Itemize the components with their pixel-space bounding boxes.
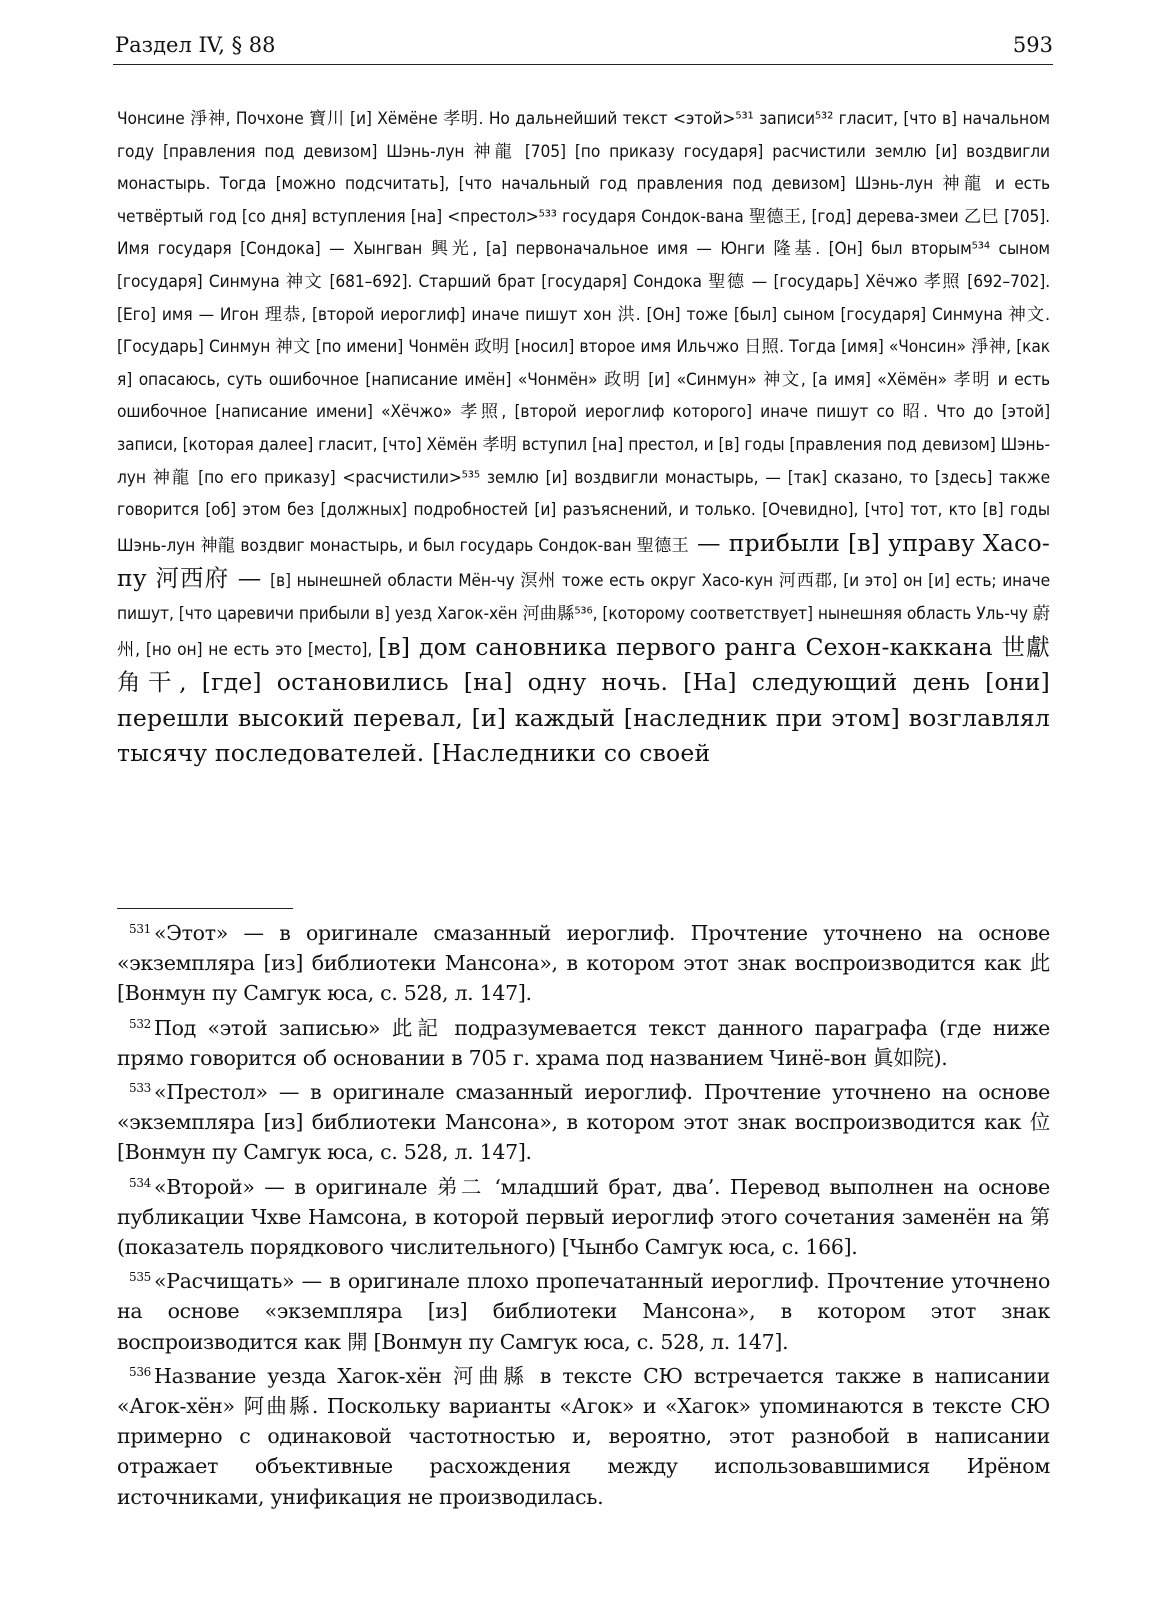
footnote-text: «Престол» — в оригинале смазанный иероглиф. Прочтение уточнено на основе «экземпляра [из] библиотеки Мансона», в котором этот знак воспроизводится как 位 [Вонмун пу Самгук юса, с. 528, л. 147]. xyxy=(117,1080,1050,1165)
page-number: 593 xyxy=(1012,33,1053,57)
footnote xyxy=(117,1077,1050,1168)
commentary-text-2: [в] нынешней области Мён-чу 溟州 тоже есть округ Хасо-кун 河西郡, [и это] он [и] есть; иначе пишут, [что царевичи прибыли в] уезд Хагок-хён 河曲縣⁵³⁶, [которому соответствует] нынешняя область Уль-чу 蔚州, [но он] не есть это [место], xyxy=(117,571,1051,660)
footnotes xyxy=(117,918,1050,1516)
footnote-number: 532 xyxy=(129,1016,152,1031)
footnote-number: 535 xyxy=(129,1270,152,1285)
footnote-number: 531 xyxy=(129,922,152,936)
commentary-text: Чонсине 淨神, Почхоне 寶川 [и] Хёмёне 孝明. Но дальнейший текст <этой>⁵³¹ записи⁵³² гласит, [что в] начальном году [правления под девизом] Шэнь-лун 神龍 [705] [по приказу государя] расчистили землю [и] воздвигли монастырь. Тогда [можно подсчитать], [что начальный год правления под девизом] Шэнь-лун 神龍 и есть четвёртый год [со дня] вступления [на] <престол>⁵³³ государя Сондок-вана 聖德王, [год] дерева-змеи 乙巳 [705]. Имя государя [Сондока] — Хынгван 興光, [а] первоначальное имя — Юнги 隆基. [Он] был вторым⁵³⁴ сыном [государя] Синмуна 神文 [681–692]. Старший брат [государя] Сондока 聖德 — [государь] Хёчжо 孝照 [692–702]. [Его] имя — Игон 理恭, [второй иероглиф] иначе пишут хон 洪. [Он] тоже [был] сыном [государя] Синмуна 神文. [Государь] Синмун 神文 [по имени] Чонмён 政明 [носил] второе имя Ильчжо 日照. Тогда [имя] «Чонсин» 淨神, [как я] опасаюсь, суть ошибочное [написание имён] «Чонмён» 政明 [и] «Синмун» 神文, [а имя] «Хёмён» 孝明 и есть ошибочное [написание имени] «Хёчжо» 孝照, [второй иероглиф которого] иначе пишут со 昭. Что до [этой] записи, [которая далее] гласит, [что] Хёмён 孝明 вступил [на] престол, и [в] годы [правления под девизом] Шэнь-лун 神龍 [по его приказу] <расчистили>⁵³⁵ землю [и] воздвигли монастырь, — [так] сказано, то [здесь] также говорится [об] этом без [должных] подробностей [и] разъяснений, и только. [Очевидно], [что] тот, кто [в] годы Шэнь-лун 神龍 воздвиг монастырь, и был государь Сондок-ван 聖德王 xyxy=(117,109,1050,556)
footnote-text: «Этот» — в оригинале смазанный иероглиф. Прочтение уточнено на основе «экземпляра [из] библиотеки Мансона», в котором этот знак воспроизводится как 此 [Вонмун пу Самгук юса, с. 528, л. 147]. xyxy=(117,921,1050,1006)
section-title: Раздел IV, § 88 xyxy=(115,33,276,57)
footnote-number: 534 xyxy=(129,1175,152,1190)
footnote-text: Под «этой записью» 此記 подразумевается текст данного параграфа (где ниже прямо говорится об основании в 705 г. храма под названием Чинё-вон 眞如院). xyxy=(117,1015,1050,1070)
chronicle-text: — прибыли [в] управу Хасо-пу 河西府 — xyxy=(117,528,1050,593)
footnote-number: 533 xyxy=(129,1081,152,1096)
footnote xyxy=(117,918,1050,1009)
running-header xyxy=(113,30,1053,65)
footnote xyxy=(117,1266,1050,1357)
main-text xyxy=(117,103,1050,773)
footnote-text: «Второй» — в оригинале 弟二 ‘младший брат, два’. Перевод выполнен на основе публикации Чхве Намсона, в которой первый иероглиф этого сочетания заменён на 第 (показатель порядкового числительного) [Чынбо Самгук юса, с. 166]. xyxy=(117,1174,1050,1260)
chronicle-text-2: [в] дом сановника первого ранга Сехон-каккана 世獻角干, [где] остановились [на] одну ночь. [На] следующий день [они] перешли высокий перевал, [и] каждый [наследник при этом] возглавлял тысячу последователей. [Наследники со своей xyxy=(117,632,1050,768)
footnote xyxy=(117,1361,1050,1512)
footnote-text: Название уезда Хагок-хён 河曲縣 в тексте СЮ встречается также в написании «Агок-хён» 阿曲縣. Поскольку варианты «Агок» и «Хагок» упоминаются в тексте СЮ примерно с одинаковой частотностью и, вероятно, этот разнобой в написании отражает объективные расхождения между использовавшимися Ирёном источниками, унификация не производилась. xyxy=(117,1363,1050,1509)
footnote xyxy=(117,1172,1050,1263)
footnote xyxy=(117,1013,1050,1073)
footnote-number: 536 xyxy=(129,1364,152,1379)
main-paragraph xyxy=(117,103,1050,773)
footnote-text: «Расчищать» — в оригинале плохо пропечатанный иероглиф. Прочтение уточнено на основе «экземпляра [из] библиотеки Мансона», в котором этот знак воспроизводится как 開 [Вонмун пу Самгук юса, с. 528, л. 147]. xyxy=(117,1269,1050,1354)
footnote-separator xyxy=(117,908,293,909)
